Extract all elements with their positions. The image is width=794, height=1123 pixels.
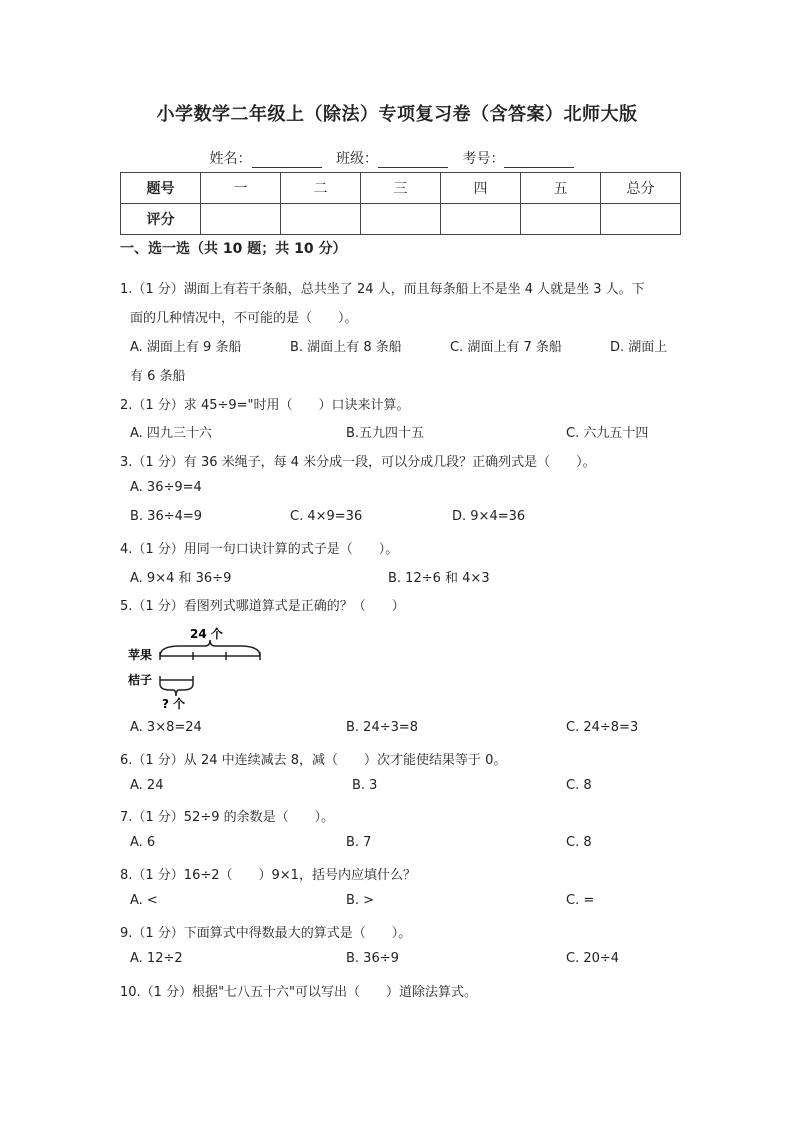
score-cell[interactable]	[281, 204, 361, 235]
class-label: 班级：	[336, 151, 378, 167]
score-cell[interactable]	[201, 204, 281, 235]
score-header-cell: 三	[361, 173, 441, 204]
diagram-total-label: 24 个	[190, 627, 223, 641]
q9-option-b[interactable]: B. 36÷9	[346, 951, 399, 966]
q2-option-c[interactable]: C. 六九五十四	[566, 426, 649, 441]
q8-option-a[interactable]: A. <	[130, 893, 158, 908]
id-blank[interactable]	[504, 153, 574, 168]
q6-option-a[interactable]: A. 24	[130, 778, 164, 793]
q6-option-b[interactable]: B. 3	[352, 778, 378, 793]
q7-option-b[interactable]: B. 7	[346, 835, 372, 850]
q3-option-c[interactable]: C. 4×9=36	[290, 509, 363, 524]
score-header-cell: 一	[201, 173, 281, 204]
q4-option-a[interactable]: A. 9×4 和 36÷9	[130, 571, 232, 586]
q7-option-c[interactable]: C. 8	[566, 835, 592, 850]
q9-option-a[interactable]: A. 12÷2	[130, 951, 183, 966]
score-header-cell: 四	[441, 173, 521, 204]
q8-option-c[interactable]: C. =	[566, 893, 595, 908]
q2-option-a[interactable]: A. 四九三十六	[130, 426, 212, 441]
diagram-unknown-label: ? 个	[162, 697, 186, 711]
score-cell[interactable]	[521, 204, 601, 235]
name-blank[interactable]	[252, 153, 322, 168]
diagram-orange-label: 桔子	[128, 673, 153, 687]
section-heading: 一、选一选（共 10 题；共 10 分）	[120, 241, 347, 257]
score-header-cell: 题号	[121, 173, 201, 204]
name-label: 姓名：	[209, 151, 252, 167]
student-info	[0, 148, 794, 168]
id-label: 考号：	[462, 151, 505, 167]
question-6-text: 6.（1 分）从 24 中连续减去 8，减（ ）次才能使结果等于 0。	[120, 753, 507, 768]
score-table	[120, 172, 681, 235]
score-cell[interactable]	[361, 204, 441, 235]
apples-oranges-diagram	[120, 624, 280, 712]
question-1-text-cont: 面的几种情况中，不可能的是（ ）。	[130, 311, 358, 326]
q5-option-c[interactable]: C. 24÷8=3	[566, 720, 639, 735]
q3-option-b[interactable]: B. 36÷4=9	[130, 509, 203, 524]
page-title: 小学数学二年级上（除法）专项复习卷（含答案）北师大版	[156, 104, 638, 125]
q8-option-b[interactable]: B. >	[346, 893, 375, 908]
score-cell[interactable]	[601, 204, 681, 235]
class-blank[interactable]	[378, 153, 448, 168]
q6-option-c[interactable]: C. 8	[566, 778, 592, 793]
q1-option-c[interactable]: C. 湖面上有 7 条船	[450, 340, 562, 355]
q7-option-a[interactable]: A. 6	[130, 835, 156, 850]
score-header-cell: 二	[281, 173, 361, 204]
score-value-row	[121, 204, 681, 235]
question-10-text: 10.（1 分）根据"七八五十六"可以写出（ ）道除法算式。	[120, 985, 478, 1000]
q5-option-b[interactable]: B. 24÷3=8	[346, 720, 419, 735]
diagram-apple-label: 苹果	[128, 648, 153, 662]
q1-option-d-cont: 有 6 条船	[130, 369, 186, 384]
q3-option-d[interactable]: D. 9×4=36	[452, 509, 526, 524]
question-9-text: 9.（1 分）下面算式中得数最大的算式是（ ）。	[120, 926, 412, 941]
q9-option-c[interactable]: C. 20÷4	[566, 951, 620, 966]
q1-option-d[interactable]: D. 湖面上	[610, 340, 668, 355]
score-header-row	[121, 173, 681, 204]
score-cell[interactable]	[441, 204, 521, 235]
q1-option-b[interactable]: B. 湖面上有 8 条船	[290, 340, 402, 355]
question-3-text: 3.（1 分）有 36 米绳子，每 4 米分成一段，可以分成几段？正确列式是（ ）。	[120, 455, 596, 470]
question-1-text: 1.（1 分）湖面上有若干条船，总共坐了 24 人，而且每条船上不是坐 4 人就是坐 3 人。下	[120, 282, 645, 297]
question-7-text: 7.（1 分）52÷9 的余数是（ ）。	[120, 810, 335, 825]
score-row-label: 评分	[121, 204, 201, 235]
q4-option-b[interactable]: B. 12÷6 和 4×3	[388, 571, 490, 586]
score-header-cell: 五	[521, 173, 601, 204]
question-4-text: 4.（1 分）用同一句口诀计算的式子是（ ）。	[120, 542, 399, 557]
q1-option-a[interactable]: A. 湖面上有 9 条船	[130, 340, 242, 355]
q3-option-a[interactable]: A. 36÷9=4	[130, 480, 202, 495]
q5-option-a[interactable]: A. 3×8=24	[130, 720, 202, 735]
q2-option-b[interactable]: B.五九四十五	[346, 426, 425, 441]
total-brace	[160, 640, 260, 656]
orange-brace	[160, 684, 193, 696]
question-2-text: 2.（1 分）求 45÷9="时用（ ）口诀来计算。	[120, 398, 410, 413]
score-header-cell: 总分	[601, 173, 681, 204]
question-5-text: 5.（1 分）看图列式哪道算式是正确的？（ ）	[120, 599, 405, 614]
question-8-text: 8.（1 分）16÷2（ ）9×1，括号内应填什么？	[120, 868, 416, 883]
